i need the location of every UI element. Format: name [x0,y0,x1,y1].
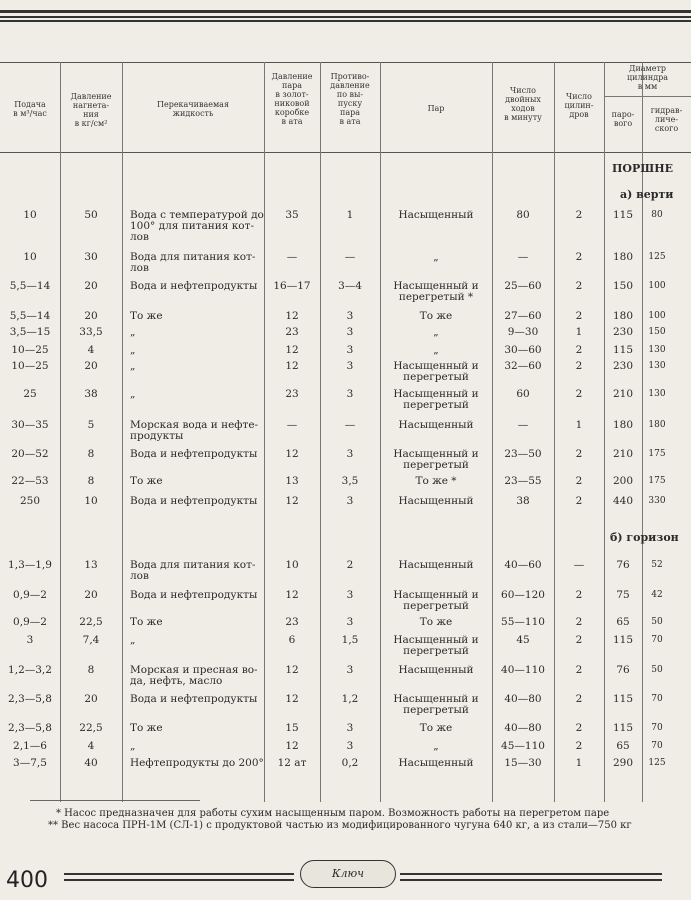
cell-d2: 50 [651,665,663,675]
cell-steam: Насыщенный [398,559,474,571]
cell-liquid: Вода и нефтепродукты [130,495,258,507]
cell-liquid: „ [130,344,136,356]
cell-z: 2 [575,693,583,705]
cell-z: 2 [575,722,583,734]
cell-d1: 230 [612,326,634,338]
cell-d2: 180 [648,420,666,430]
cell-d1: 180 [612,310,634,322]
cell-d2: 175 [648,449,666,459]
cell-pb: 0,2 [341,757,359,769]
cell-p: 20 [84,693,98,705]
cell-ps: 12 [285,589,299,601]
cell-q: 3 [26,634,34,646]
cell-n: 15—30 [504,757,542,769]
top-rule [0,10,691,13]
cell-p: 40 [84,757,98,769]
cell-p: 20 [84,280,98,292]
cell-steam: То же [419,722,453,734]
cell-ps: 35 [285,209,299,221]
cell-d1: 210 [612,388,634,400]
cell-z: 2 [575,448,583,460]
cell-d2: 150 [648,327,666,337]
header-col9-group: Диаметр цилиндра в мм [626,64,669,91]
cell-liquid: Нефтепродукты до 200° [130,757,264,769]
cell-pb: 3 [346,448,354,460]
cell-p: 22,5 [79,722,103,734]
cell-d2: 125 [648,758,666,768]
cell-d1: 180 [612,419,634,431]
cell-z: 2 [575,475,583,487]
cell-p: 13 [84,559,98,571]
cell-p: 20 [84,310,98,322]
cell-q: 3—7,5 [13,757,47,769]
cell-d1: 180 [612,251,634,263]
cell-q: 3,5—15 [9,326,51,338]
footnote-rule [30,800,200,801]
cell-ps: 15 [285,722,299,734]
cell-liquid: Вода и нефтепродукты [130,280,258,292]
cell-p: 8 [87,448,95,460]
cell-z: 2 [575,634,583,646]
cell-ps: 12 [285,693,299,705]
cell-d2: 130 [648,345,666,355]
cell-liquid: Вода и нефтепродукты [130,448,258,460]
cell-d2: 330 [648,496,666,506]
cell-ps: 16—17 [273,280,311,292]
cell-d1: 76 [616,664,630,676]
footnote-1: * Насос предназначен для работы сухим насыщенным паром. Возможность работы на перегретом паре [56,808,610,819]
cell-pb: 3,5 [341,475,359,487]
cell-p: 4 [87,740,95,752]
cell-liquid: Вода и нефтепродукты [130,589,258,601]
cell-q: 10 [23,251,37,263]
cell-n: 40—80 [504,693,542,705]
cell-q: 2,3—5,8 [8,722,52,734]
cell-liquid: Вода с температурой до 100° для питания кот- лов [130,209,264,243]
cell-p: 30 [84,251,98,263]
column-separator [122,152,123,802]
cell-ps: 12 [285,495,299,507]
footer-rule [64,873,294,875]
cell-pb: 3 [346,740,354,752]
cell-liquid: Вода для питания кот- лов [130,559,256,582]
header-col1: Подача в м³/час [13,100,47,118]
cell-d1: 115 [612,344,634,356]
cell-ps: 10 [285,559,299,571]
cell-z: 2 [575,209,583,221]
cell-liquid: Морская и пресная во- да, нефть, масло [130,664,258,687]
section-title-a: а) верти [620,188,674,201]
cell-n: 23—50 [504,448,542,460]
cell-n: 45—110 [501,740,545,752]
cell-liquid: „ [130,326,136,338]
cell-d1: 150 [612,280,634,292]
cell-d1: 115 [612,693,634,705]
cell-d1: 230 [612,360,634,372]
cell-d2: 175 [648,476,666,486]
cell-q: 25 [23,388,37,400]
cell-ps: — [286,419,298,431]
cell-steam: То же * [415,475,457,487]
table-header-top-line [0,62,691,63]
cell-z: 2 [575,344,583,356]
cell-liquid: То же [130,722,163,734]
cell-liquid: Вода для питания кот- лов [130,251,256,274]
header-col9b: гидрав- личе- ского [650,106,683,133]
header-col9a: паро- вого [611,110,635,128]
cell-ps: 12 ат [277,757,307,769]
cell-p: 38 [84,388,98,400]
cell-liquid: „ [130,634,136,646]
cell-z: — [573,559,585,571]
cell-p: 50 [84,209,98,221]
cell-d2: 70 [651,723,663,733]
cell-liquid: Морская вода и нефте- продукты [130,419,259,442]
cell-d1: 440 [612,495,634,507]
cell-n: 40—80 [504,722,542,734]
cell-q: 22—53 [11,475,49,487]
cell-liquid: То же [130,475,163,487]
cell-pb: 3 [346,616,354,628]
footnote-2: ** Вес насоса ПРН-1М (СЛ-1) с продуктовой частью из модифицированного чугуна 640 кг, а из стали—750 кг [48,820,632,831]
cell-p: 4 [87,344,95,356]
cell-n: 9—30 [507,326,539,338]
cell-pb: 3 [346,310,354,322]
cell-d1: 200 [612,475,634,487]
cell-pb: 3 [346,344,354,356]
cell-steam: Насыщенный и перегретый * [393,280,479,303]
cell-liquid: То же [130,616,163,628]
cell-n: 38 [516,495,530,507]
cell-steam: Насыщенный [398,419,474,431]
cell-q: 10 [23,209,37,221]
cell-q: 0,9—2 [13,589,47,601]
header-col2: Давление нагнета- ния в кг/см² [70,92,112,128]
cell-steam: Насыщенный [398,664,474,676]
cell-z: 1 [575,419,583,431]
cell-ps: 23 [285,388,299,400]
cell-q: 2,3—5,8 [8,693,52,705]
cell-d1: 115 [612,634,634,646]
header-col8: Число цилин- дров [564,92,594,119]
table-header-bottom-line [0,152,691,153]
cell-steam: То же [419,616,453,628]
cell-z: 2 [575,495,583,507]
footer-rule [400,879,662,881]
cell-steam: „ [433,326,439,338]
cell-p: 8 [87,475,95,487]
cell-pb: 3 [346,326,354,338]
cell-p: 20 [84,589,98,601]
cell-q: 1,2—3,2 [8,664,52,676]
cell-pb: 3 [346,664,354,676]
cell-ps: 12 [285,360,299,372]
cell-z: 2 [575,280,583,292]
cell-d1: 76 [616,559,630,571]
cell-d1: 115 [612,209,634,221]
cell-steam: Насыщенный [398,757,474,769]
cell-ps: 12 [285,310,299,322]
header-col5: Противо- давление по вы- пуску пара в ата [330,72,370,126]
cell-z: 2 [575,310,583,322]
cell-pb: 1,2 [341,693,359,705]
diameter-group-rule [604,96,691,97]
section-title-b: б) горизон [610,531,679,544]
cell-steam: „ [433,251,439,263]
cell-d2: 100 [648,281,666,291]
cell-liquid: „ [130,740,136,752]
cell-steam: „ [433,344,439,356]
cell-z: 2 [575,664,583,676]
cell-d1: 65 [616,616,630,628]
cell-steam: Насыщенный и перегретый [393,448,479,471]
cell-n: 60 [516,388,530,400]
cell-d2: 70 [651,694,663,704]
cell-d1: 115 [612,722,634,734]
cell-q: 5,5—14 [9,310,51,322]
cell-z: 2 [575,251,583,263]
cell-n: 32—60 [504,360,542,372]
cell-liquid: „ [130,360,136,372]
cell-z: 1 [575,757,583,769]
cell-n: 55—110 [501,616,545,628]
cell-ps: 6 [288,634,296,646]
cell-steam: Насыщенный и перегретый [393,589,479,612]
cell-z: 2 [575,360,583,372]
cell-n: — [517,419,529,431]
cell-n: 45 [516,634,530,646]
cell-q: 1,3—1,9 [8,559,52,571]
cell-p: 8 [87,664,95,676]
cell-pb: 1,5 [341,634,359,646]
cell-q: 0,9—2 [13,616,47,628]
cell-p: 5 [87,419,95,431]
cell-d1: 290 [612,757,634,769]
cell-q: 2,1—6 [13,740,47,752]
cell-n: 60—120 [501,589,545,601]
cell-p: 10 [84,495,98,507]
cell-d2: 50 [651,617,663,627]
cell-pb: 3 [346,722,354,734]
cell-n: 27—60 [504,310,542,322]
cell-d2: 70 [651,741,663,751]
cell-n: 30—60 [504,344,542,356]
cell-z: 2 [575,740,583,752]
page-number: 400 [6,868,48,893]
cell-d2: 130 [648,361,666,371]
cell-q: 10—25 [11,360,49,372]
cell-d1: 75 [616,589,630,601]
cell-q: 30—35 [11,419,49,431]
cell-ps: 12 [285,448,299,460]
cell-d2: 80 [651,210,663,220]
cell-q: 10—25 [11,344,49,356]
cell-z: 1 [575,326,583,338]
section-title-main: ПОРШНЕ [612,162,673,175]
footer-rule [400,873,662,875]
top-rule [0,20,691,22]
cell-steam: „ [433,740,439,752]
footer-emblem: Ключ [300,860,396,888]
cell-p: 33,5 [79,326,103,338]
cell-d2: 42 [651,590,663,600]
cell-d1: 210 [612,448,634,460]
cell-pb: 3 [346,388,354,400]
cell-d2: 130 [648,389,666,399]
cell-q: 5,5—14 [9,280,51,292]
cell-ps: 23 [285,326,299,338]
cell-ps: 23 [285,616,299,628]
header-col4: Давление пара в золот- никовой коробке в ата [271,72,313,126]
cell-pb: — [344,419,356,431]
cell-liquid: Вода и нефтепродукты [130,693,258,705]
footer-rule [64,879,294,881]
cell-steam: Насыщенный и перегретый [393,693,479,716]
cell-z: 2 [575,388,583,400]
cell-p: 7,4 [82,634,100,646]
cell-d1: 65 [616,740,630,752]
cell-pb: 3 [346,495,354,507]
cell-steam: Насыщенный и перегретый [393,388,479,411]
cell-n: 80 [516,209,530,221]
cell-p: 20 [84,360,98,372]
cell-ps: 12 [285,344,299,356]
header-col6: Пар [427,104,445,113]
cell-pb: 3—4 [338,280,362,292]
cell-d2: 100 [648,311,666,321]
cell-steam: То же [419,310,453,322]
cell-ps: 12 [285,740,299,752]
cell-q: 20—52 [11,448,49,460]
cell-p: 22,5 [79,616,103,628]
cell-ps: — [286,251,298,263]
cell-z: 2 [575,616,583,628]
cell-n: 40—110 [501,664,545,676]
cell-n: 25—60 [504,280,542,292]
cell-steam: Насыщенный и перегретый [393,634,479,657]
cell-pb: 1 [346,209,354,221]
cell-steam: Насыщенный [398,209,474,221]
cell-n: 23—55 [504,475,542,487]
cell-q: 250 [19,495,41,507]
cell-pb: 3 [346,589,354,601]
header-col3: Перекачиваемая жидкость [156,100,229,118]
top-rule [0,16,691,18]
cell-ps: 13 [285,475,299,487]
cell-ps: 12 [285,664,299,676]
cell-pb: 2 [346,559,354,571]
cell-d2: 70 [651,635,663,645]
cell-n: 40—60 [504,559,542,571]
cell-steam: Насыщенный и перегретый [393,360,479,383]
cell-liquid: „ [130,388,136,400]
cell-z: 2 [575,589,583,601]
cell-steam: Насыщенный [398,495,474,507]
cell-pb: — [344,251,356,263]
cell-d2: 125 [648,252,666,262]
cell-liquid: То же [130,310,163,322]
header-col7: Число двойных ходов в минуту [504,86,542,122]
cell-d2: 52 [651,560,663,570]
cell-pb: 3 [346,360,354,372]
cell-n: — [517,251,529,263]
